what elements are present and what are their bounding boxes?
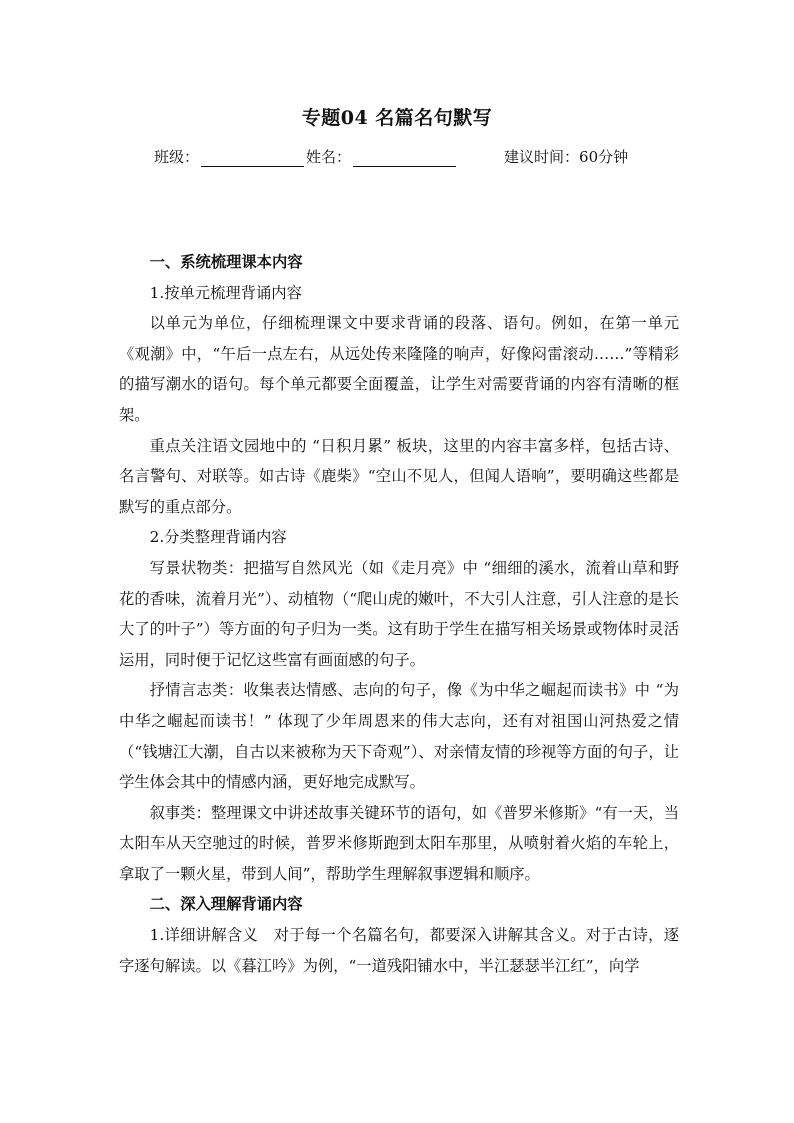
name-label: 姓名： bbox=[306, 148, 352, 166]
section-heading: 二、深入理解背诵内容 bbox=[149, 895, 303, 914]
class-blank[interactable] bbox=[201, 150, 304, 167]
name-blank[interactable] bbox=[353, 150, 456, 167]
class-label: 班级： bbox=[154, 148, 200, 166]
paragraph: 重点关注语文园地中的 “日积月累” 板块，这里的内容丰富多样，包括古诗、名言警句、对联等。如古诗《鹿柴》“空山不见人，但闻人语响”，要明确这些都是默写的重点部分。 bbox=[119, 436, 679, 516]
student-info-line bbox=[154, 146, 714, 167]
paragraph: 写景状物类：把描写自然风光（如《走月亮》中 “细细的溪水，流着山草和野花的香味，流着月光”）、动植物（“爬山虎的嫩叶，不大引人注意，引人注意的是长大了的叶子”）等方面的句子归为一类。这有助于学生在描写相关场景或物体时灵活运用，同时便于记忆这些富有画面感的句子。 bbox=[119, 558, 679, 669]
paragraph: 1.按单元梳理背诵内容 bbox=[149, 283, 302, 302]
paragraph: 抒情言志类：收集表达情感、志向的句子，像《为中华之崛起而读书》中 “为中华之崛起而读书！” 体现了少年周恩来的伟大志向，还有对祖国山河热爱之情（“钱塘江大潮，自古以来被称为天下奇观”）、对亲情友情的珍视等方面的句子，让学生体会其中的情感内涵，更好地完成默写。 bbox=[119, 681, 679, 792]
section-heading: 一、系统梳理课本内容 bbox=[149, 253, 303, 271]
paragraph: 叙事类：整理课文中讲述故事关键环节的语句，如《普罗米修斯》“有一天，当太阳车从天空驰过的时候，普罗米修斯跑到太阳车那里，从喷射着火焰的车轮上，拿取了一颗火星，带到人间”，帮助学生理解叙事逻辑和顺序。 bbox=[119, 803, 679, 883]
paragraph: 1.详细讲解含义 对于每一个名篇名句，都要深入讲解其含义。对于古诗，逐字逐句解读。以《暮江吟》为例，“一道残阳铺水中，半江瑟瑟半江红”，向学 bbox=[119, 926, 679, 975]
document-title: 专题04 名篇名句默写 bbox=[301, 107, 493, 129]
suggested-time: 建议时间：60分钟 bbox=[504, 148, 629, 166]
paragraph: 以单元为单位，仔细梳理课文中要求背诵的段落、语句。例如，在第一单元《观潮》中，“午后一点左右，从远处传来隆隆的响声，好像闷雷滚动……”等精彩的描写潮水的语句。每个单元都要全面覆盖，让学生对需要背诵的内容有清晰的框架。 bbox=[119, 314, 679, 424]
document-body bbox=[119, 247, 679, 981]
paragraph: 2.分类整理背诵内容 bbox=[149, 528, 287, 547]
